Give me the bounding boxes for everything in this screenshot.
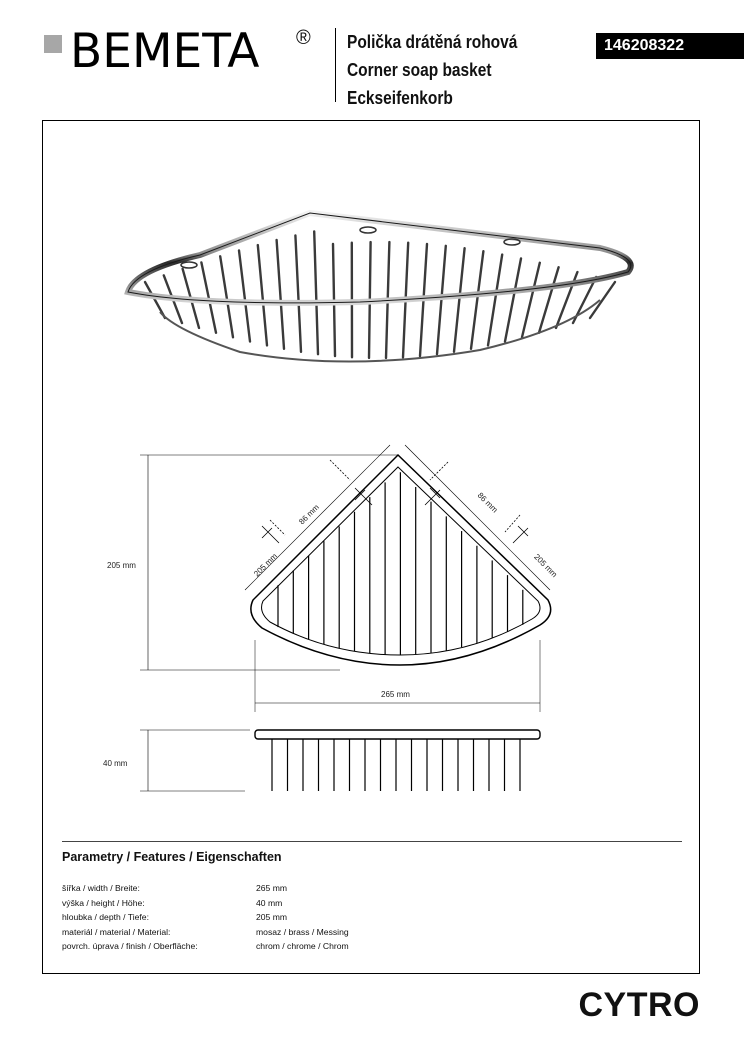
photo-wire bbox=[590, 282, 615, 318]
photo-wire bbox=[454, 248, 465, 352]
product-code: 146208322 bbox=[596, 33, 744, 59]
photo-wire bbox=[539, 267, 559, 332]
spec-value: 265 mm bbox=[256, 883, 288, 893]
spec-label: šířka / width / Breite: bbox=[62, 883, 140, 893]
basket-bottom-rim bbox=[160, 300, 600, 362]
photo-wire bbox=[522, 263, 540, 338]
dim-depth-ext bbox=[140, 730, 250, 791]
spec-value: 40 mm bbox=[256, 897, 283, 908]
photo-wire bbox=[505, 258, 521, 341]
product-photo bbox=[128, 213, 631, 362]
top-view bbox=[140, 445, 551, 712]
photo-wire bbox=[258, 245, 267, 345]
registered-mark: ® bbox=[296, 27, 311, 49]
dim-hole-right-text: 86 mm bbox=[475, 490, 500, 515]
photo-wire bbox=[295, 235, 301, 351]
title-en: Corner soap basket bbox=[347, 60, 492, 80]
side-wires bbox=[272, 739, 520, 791]
dim-width-ext bbox=[255, 640, 540, 712]
spec-row bbox=[62, 881, 349, 896]
spec-value: 205 mm bbox=[256, 912, 288, 923]
dim-height-text: 205 mm bbox=[107, 561, 136, 570]
photo-wire bbox=[220, 256, 233, 337]
spec-label: povrch. úprava / finish / Oberfläche: bbox=[62, 941, 198, 952]
spec-row bbox=[62, 910, 349, 925]
spec-label: výška / height / Höhe: bbox=[62, 897, 145, 908]
spec-row bbox=[62, 939, 349, 954]
features-divider bbox=[62, 841, 682, 842]
dim-width-text: 265 mm bbox=[381, 690, 410, 699]
spec-value: chrom / chrome / Chrom bbox=[256, 941, 349, 952]
title-de: Eckseifenkorb bbox=[347, 88, 453, 108]
spec-label: materiál / material / Material: bbox=[62, 926, 171, 937]
series-name: CYTRO bbox=[578, 986, 700, 1024]
side-rim bbox=[255, 730, 540, 739]
spec-value: mosaz / brass / Messing bbox=[256, 926, 349, 937]
spec-row bbox=[62, 925, 349, 940]
brand-name: BEMETA bbox=[70, 24, 260, 79]
features-title: Parametry / Features / Eigenschaften bbox=[62, 850, 282, 864]
spec-table bbox=[62, 881, 349, 954]
photo-wire bbox=[471, 251, 483, 349]
spec-label: hloubka / depth / Tiefe: bbox=[62, 912, 149, 923]
photo-wire bbox=[239, 250, 250, 341]
dim-hole-left-text: 86 mm bbox=[297, 502, 321, 527]
dim-depth-text: 40 mm bbox=[103, 759, 128, 768]
basket-top-rim bbox=[128, 213, 631, 303]
photo-wire bbox=[277, 240, 284, 349]
photo-wire bbox=[488, 255, 502, 346]
spec-row bbox=[62, 896, 349, 911]
dim-side-right-text: 205 mm bbox=[532, 552, 559, 580]
title-cz: Polička drátěná rohová bbox=[347, 32, 518, 52]
dim-side-left-text: 205 mm bbox=[252, 551, 279, 579]
photo-wire bbox=[314, 231, 318, 354]
side-view bbox=[140, 730, 540, 791]
